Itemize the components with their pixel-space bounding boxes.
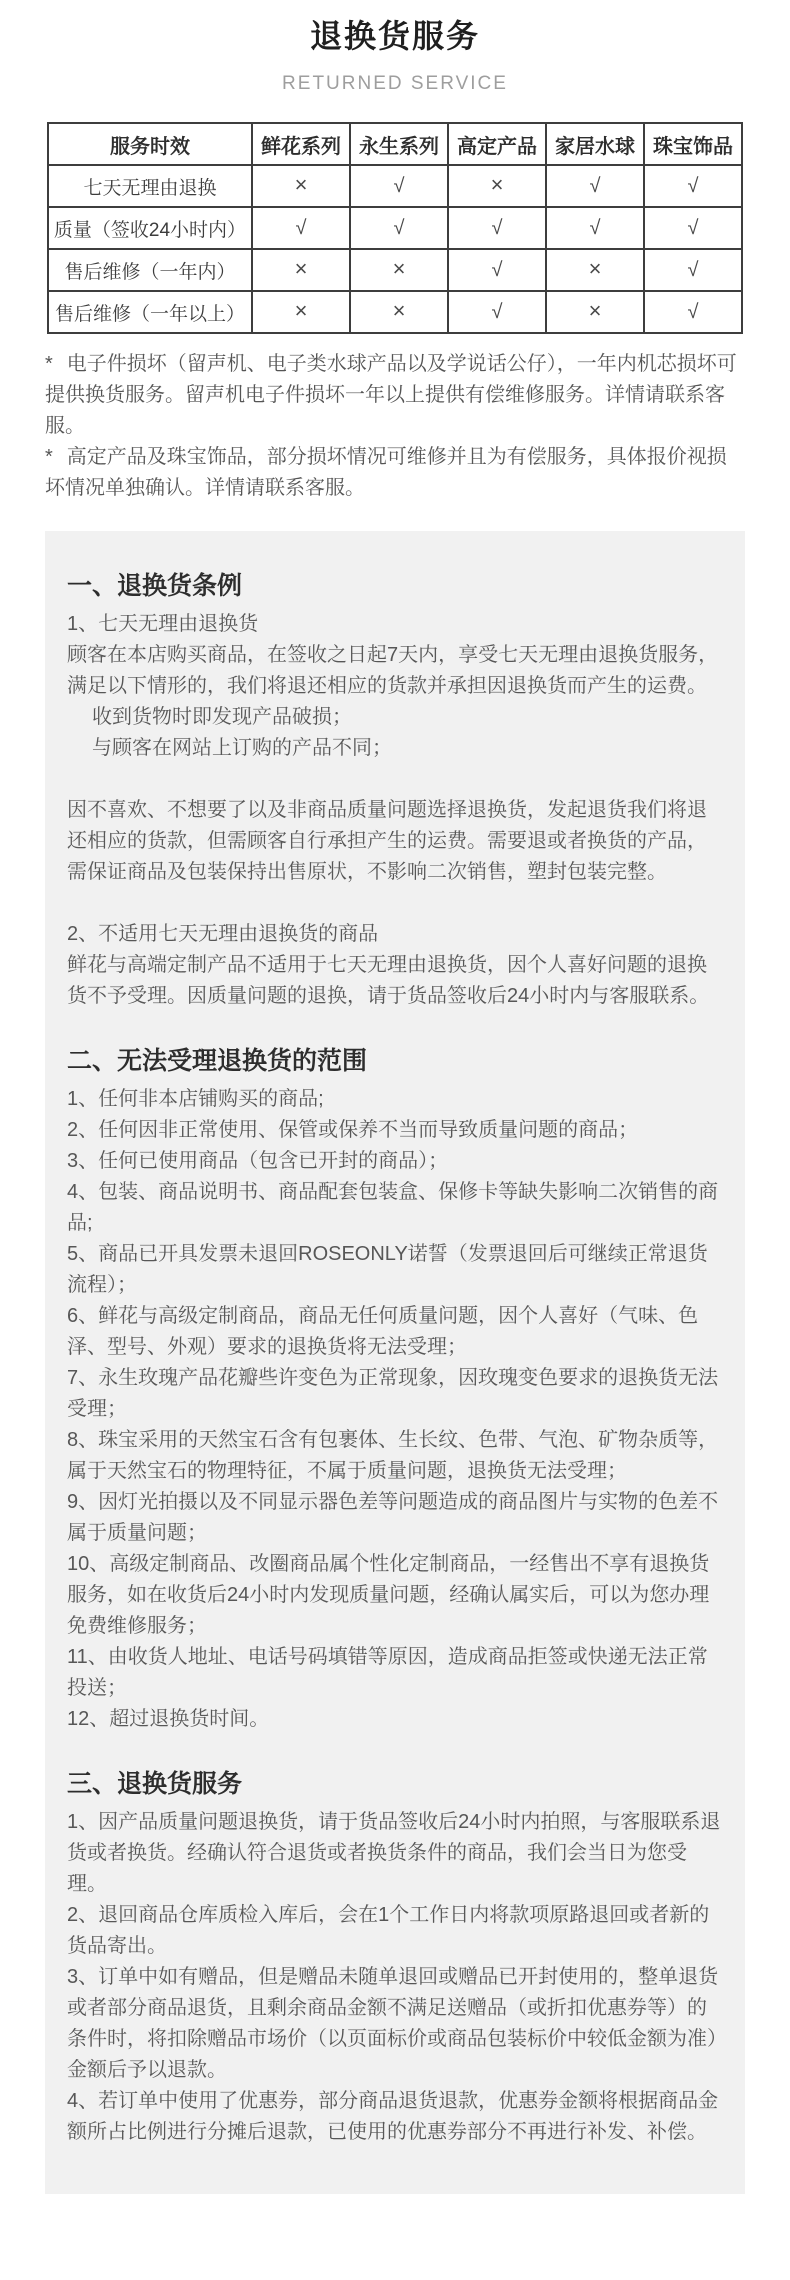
series-column-header: 高定产品 — [448, 123, 546, 165]
policy-section — [67, 1765, 723, 2148]
policy-paragraph: 7、永生玫瑰产品花瓣些许变色为正常现象，因玫瑰变色要求的退换货无法受理； — [67, 1367, 719, 1420]
footnote — [45, 442, 745, 504]
footnote-marker: * — [45, 446, 53, 468]
policy-paragraph: 1、七天无理由退换货 — [67, 613, 259, 635]
policy-paragraph: 5、商品已开具发票未退回ROSEONLY诺誓（发票退回后可继续正常退货流程）； — [67, 1243, 708, 1296]
check-icon: √ — [687, 300, 699, 323]
table-row — [48, 249, 742, 291]
policy-section — [67, 567, 723, 1012]
mark-cell — [252, 249, 350, 291]
row-label: 七天无理由退换 — [48, 165, 252, 207]
mark-cell — [350, 291, 448, 333]
cross-icon: × — [294, 256, 308, 281]
row-label: 售后维修（一年内） — [48, 249, 252, 291]
footnote — [45, 349, 745, 442]
policy-paragraph: 2、任何因非正常使用、保管或保养不当而导致质量问题的商品； — [67, 1119, 639, 1141]
cross-icon: × — [490, 172, 504, 197]
policy-paragraph: 4、若订单中使用了优惠券，部分商品退货退款，优惠券金额将根据商品金额所占比例进行分摊后退款，已使用的优惠券部分不再进行补发、补偿。 — [67, 2090, 719, 2143]
section-heading: 一、退换货条例 — [67, 572, 243, 600]
policy-paragraph: 12、超过退换货时间。 — [67, 1708, 270, 1730]
table-row — [48, 165, 742, 207]
check-icon: √ — [589, 174, 601, 197]
policy-paragraph: 2、退回商品仓库质检入库后，会在1个工作日内将款项原路退回或者新的货品寄出。 — [67, 1904, 710, 1957]
policy-paragraph: 10、高级定制商品、改圈商品属个性化定制商品，一经售出不享有退换货服务，如在收货后24小时内发现质量问题，经确认属实后，可以为您办理免费维修服务； — [67, 1553, 710, 1637]
series-column-header: 永生系列 — [350, 123, 448, 165]
mark-cell — [252, 207, 350, 249]
check-icon: √ — [687, 258, 699, 281]
mark-cell — [350, 207, 448, 249]
footnotes — [45, 349, 745, 504]
mark-cell — [350, 165, 448, 207]
mark-cell — [644, 291, 742, 333]
policy-paragraph: 收到货物时即发现产品破损； — [92, 706, 352, 728]
policy-paragraph: 2、不适用七天无理由退换货的商品 — [67, 923, 379, 945]
table-row — [48, 291, 742, 333]
mark-cell — [350, 249, 448, 291]
policy-paragraph: 与顾客在网站上订购的产品不同； — [92, 737, 392, 759]
mark-cell — [252, 291, 350, 333]
section-heading: 二、无法受理退换货的范围 — [67, 1047, 368, 1075]
check-icon: √ — [687, 216, 699, 239]
row-label: 售后维修（一年以上） — [48, 291, 252, 333]
mark-cell — [448, 165, 546, 207]
policy-paragraph: 8、珠宝采用的天然宝石含有包裹体、生长纹、色带、气泡、矿物杂质等，属于天然宝石的物理特征，不属于质量问题，退换货无法受理； — [67, 1429, 719, 1482]
cross-icon: × — [588, 256, 602, 281]
policy-paragraph: 9、因灯光拍摄以及不同显示器色差等问题造成的商品图片与实物的色差不属于质量问题； — [67, 1491, 719, 1544]
check-icon: √ — [491, 258, 503, 281]
spacer — [67, 764, 723, 795]
check-icon: √ — [393, 216, 405, 239]
check-icon: √ — [393, 174, 405, 197]
mark-cell — [644, 249, 742, 291]
policy-paragraph: 3、任何已使用商品（包含已开封的商品）； — [67, 1150, 449, 1172]
policy-paragraph: 因不喜欢、不想要了以及非商品质量问题选择退换货，发起退货我们将退还相应的货款，但需顾客自行承担产生的运费。需要退或者换货的产品，需保证商品及包装保持出售原状，不影响二次销售，塑封包装完整。 — [67, 799, 707, 883]
policy-panel — [45, 531, 745, 2194]
mark-cell — [644, 165, 742, 207]
spacer — [67, 888, 723, 919]
check-icon: √ — [295, 216, 307, 239]
series-column-header: 家居水球 — [546, 123, 644, 165]
footnote-text: 电子件损坏（留声机、电子类水球产品以及学说话公仔），一年内机芯损坏可提供换货服务。留声机电子件损坏一年以上提供有偿维修服务。详情请联系客服。 — [45, 353, 737, 437]
mark-cell — [546, 165, 644, 207]
mark-cell — [448, 249, 546, 291]
check-icon: √ — [687, 174, 699, 197]
mark-cell — [546, 291, 644, 333]
series-column-header: 珠宝饰品 — [644, 123, 742, 165]
cross-icon: × — [294, 298, 308, 323]
page-subtitle: RETURNED SERVICE — [282, 73, 508, 94]
footnote-text: 高定产品及珠宝饰品，部分损坏情况可维修并且为有偿服务，具体报价视损坏情况单独确认。详情请联系客服。 — [45, 446, 727, 499]
cross-icon: × — [294, 172, 308, 197]
policy-section — [67, 1042, 723, 1735]
mark-cell — [546, 249, 644, 291]
policy-paragraph: 4、包装、商品说明书、商品配套包装盒、保修卡等缺失影响二次销售的商品; — [67, 1181, 719, 1234]
policy-paragraph: 顾客在本店购买商品，在签收之日起7天内，享受七天无理由退换货服务，满足以下情形的，我们将退还相应的货款并承担因退换货而产生的运费。 — [67, 644, 719, 697]
cross-icon: × — [392, 256, 406, 281]
policy-paragraph: 6、鲜花与高级定制商品，商品无任何质量问题，因个人喜好（气味、色泽、型号、外观）要求的退换货将无法受理； — [67, 1305, 699, 1358]
service-column-header: 服务时效 — [48, 123, 252, 165]
table-header-row — [48, 123, 742, 165]
mark-cell — [448, 207, 546, 249]
series-column-header: 鲜花系列 — [252, 123, 350, 165]
row-label: 质量（签收24小时内） — [48, 207, 252, 249]
policy-paragraph: 鲜花与高端定制产品不适用于七天无理由退换货，因个人喜好问题的退换货不予受理。因质量问题的退换，请于货品签收后24小时内与客服联系。 — [67, 954, 710, 1007]
check-icon: √ — [491, 300, 503, 323]
table-row — [48, 207, 742, 249]
policy-paragraph: 1、因产品质量问题退换货，请于货品签收后24小时内拍照，与客服联系退货或者换货。经确认符合退货或者换货条件的商品，我们会当日为您受理。 — [67, 1811, 721, 1895]
cross-icon: × — [588, 298, 602, 323]
check-icon: √ — [589, 216, 601, 239]
mark-cell — [546, 207, 644, 249]
section-heading: 三、退换货服务 — [67, 1770, 243, 1798]
mark-cell — [644, 207, 742, 249]
service-matrix-table — [47, 122, 743, 334]
mark-cell — [252, 165, 350, 207]
check-icon: √ — [491, 216, 503, 239]
cross-icon: × — [392, 298, 406, 323]
policy-paragraph: 3、订单中如有赠品，但是赠品未随单退回或赠品已开封使用的，整单退货或者部分商品退货，且剩余商品金额不满足送赠品（或折扣优惠券等）的条件时，将扣除赠品市场价（以页面标价或商品包装标价中较低金额为准）金额后予以退款。 — [67, 1966, 719, 2081]
policy-paragraph: 11、由收货人地址、电话号码填错等原因，造成商品拒签或快递无法正常投送； — [67, 1646, 708, 1699]
footnote-marker: * — [45, 353, 53, 375]
mark-cell — [448, 291, 546, 333]
page-title: 退换货服务 — [309, 18, 480, 54]
policy-paragraph: 1、任何非本店铺购买的商品; — [67, 1088, 324, 1110]
